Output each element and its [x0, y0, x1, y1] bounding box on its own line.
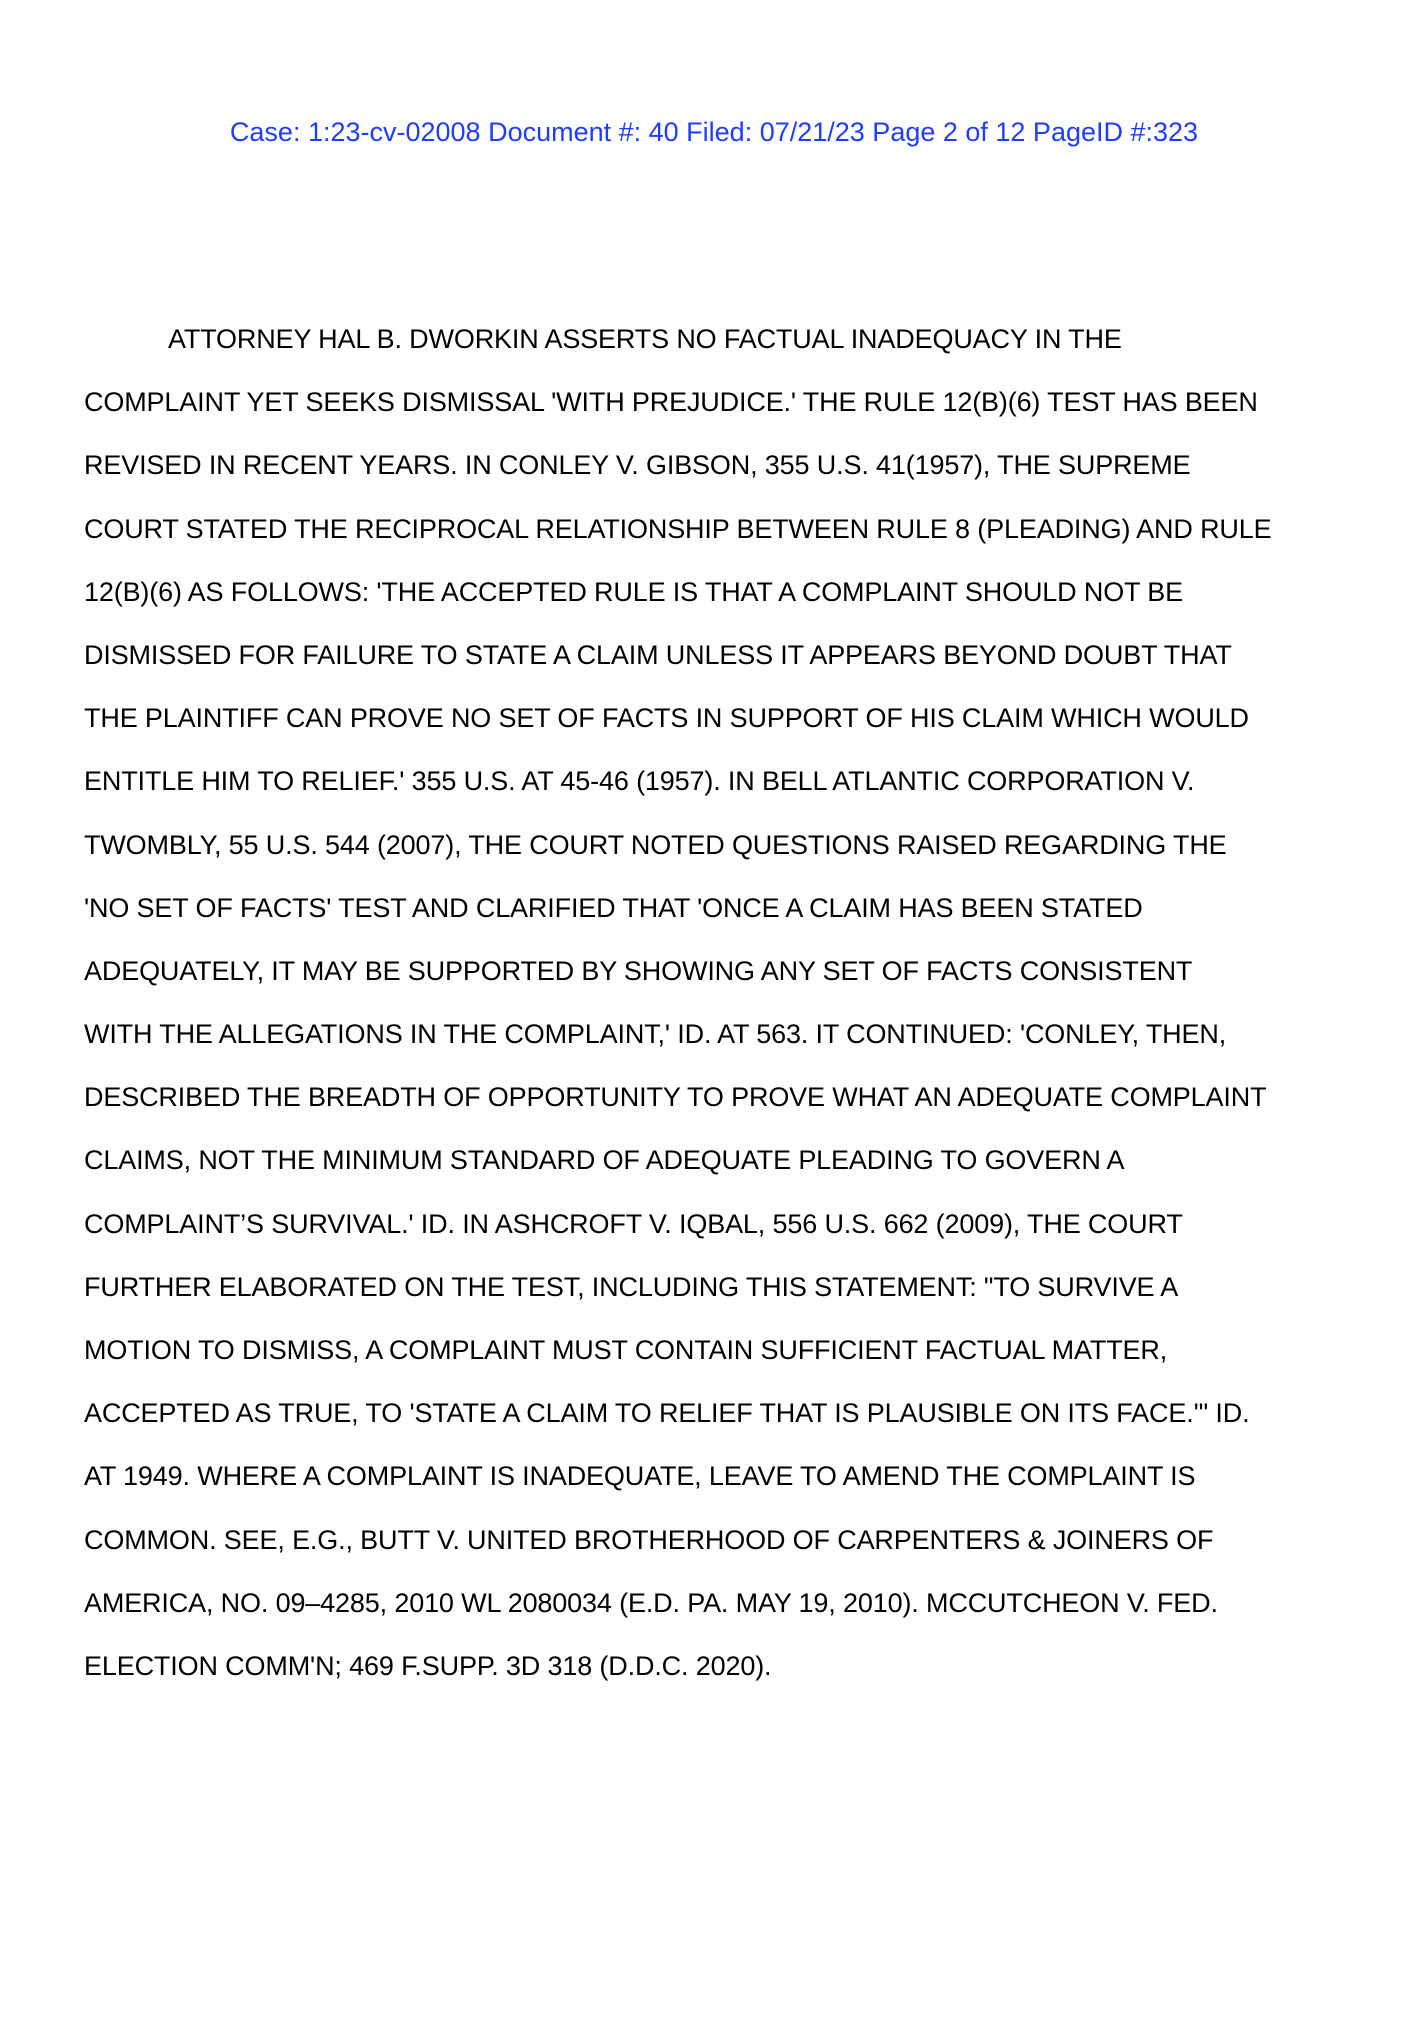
- text-line: COURT STATED THE RECIPROCAL RELATIONSHIP BETWEEN RULE 8 (PLEADING) AND RULE: [84, 513, 1272, 544]
- text-line: COMPLAINT’S SURVIVAL.' ID. IN ASHCROFT V. IQBAL, 556 U.S. 662 (2009), THE COURT: [84, 1208, 1183, 1239]
- text-line: THE PLAINTIFF CAN PROVE NO SET OF FACTS IN SUPPORT OF HIS CLAIM WHICH WOULD: [84, 703, 1249, 734]
- text-line: TWOMBLY, 55 U.S. 544 (2007), THE COURT NOTED QUESTIONS RAISED REGARDING THE: [84, 829, 1227, 860]
- text-line: ATTORNEY HAL B. DWORKIN ASSERTS NO FACTUAL INADEQUACY IN THE: [168, 324, 1122, 354]
- case-header-text: Case: 1:23-cv-02008 Document #: 40 Filed: 07/21/23 Page 2 of 12 PageID #:323: [229, 117, 1199, 147]
- text-line: AT 1949. WHERE A COMPLAINT IS INADEQUATE, LEAVE TO AMEND THE COMPLAINT IS: [84, 1461, 1196, 1492]
- text-line: REVISED IN RECENT YEARS. IN CONLEY V. GIBSON, 355 U.S. 41(1957), THE SUPREME: [84, 450, 1191, 481]
- text-line: CLAIMS, NOT THE MINIMUM STANDARD OF ADEQUATE PLEADING TO GOVERN A: [84, 1145, 1125, 1176]
- text-line: ENTITLE HIM TO RELIEF.' 355 U.S. AT 45-46 (1957). IN BELL ATLANTIC CORPORATION V.: [84, 766, 1195, 797]
- text-line: MOTION TO DISMISS, A COMPLAINT MUST CONTAIN SUFFICIENT FACTUAL MATTER,: [84, 1335, 1168, 1365]
- body-paragraph: [84, 315, 1360, 1705]
- text-line: 12(B)(6) AS FOLLOWS: 'THE ACCEPTED RULE IS THAT A COMPLAINT SHOULD NOT BE: [84, 576, 1183, 607]
- text-line: DESCRIBED THE BREADTH OF OPPORTUNITY TO PROVE WHAT AN ADEQUATE COMPLAINT: [84, 1082, 1267, 1113]
- text-line: COMMON. SEE, E.G., BUTT V. UNITED BROTHERHOOD OF CARPENTERS & JOINERS OF: [84, 1524, 1214, 1555]
- text-line: 'NO SET OF FACTS' TEST AND CLARIFIED THAT 'ONCE A CLAIM HAS BEEN STATED: [84, 892, 1143, 923]
- text-line: ELECTION COMM'N; 469 F.SUPP. 3D 318 (D.D.C. 2020).: [84, 1650, 772, 1681]
- text-line: DISMISSED FOR FAILURE TO STATE A CLAIM UNLESS IT APPEARS BEYOND DOUBT THAT: [84, 639, 1232, 670]
- case-header: [0, 114, 1428, 150]
- text-line: WITH THE ALLEGATIONS IN THE COMPLAINT,' ID. AT 563. IT CONTINUED: 'CONLEY, THEN,: [84, 1019, 1227, 1050]
- text-line: AMERICA, NO. 09–4285, 2010 WL 2080034 (E.D. PA. MAY 19, 2010). MCCUTCHEON V. FED.: [84, 1587, 1218, 1618]
- text-line: COMPLAINT YET SEEKS DISMISSAL 'WITH PREJUDICE.' THE RULE 12(B)(6) TEST HAS BEEN: [84, 387, 1258, 418]
- text-line: ADEQUATELY, IT MAY BE SUPPORTED BY SHOWING ANY SET OF FACTS CONSISTENT: [84, 955, 1193, 986]
- text-line: ACCEPTED AS TRUE, TO 'STATE A CLAIM TO RELIEF THAT IS PLAUSIBLE ON ITS FACE.'" ID.: [84, 1398, 1250, 1429]
- text-line: FURTHER ELABORATED ON THE TEST, INCLUDING THIS STATEMENT: "TO SURVIVE A: [84, 1271, 1179, 1302]
